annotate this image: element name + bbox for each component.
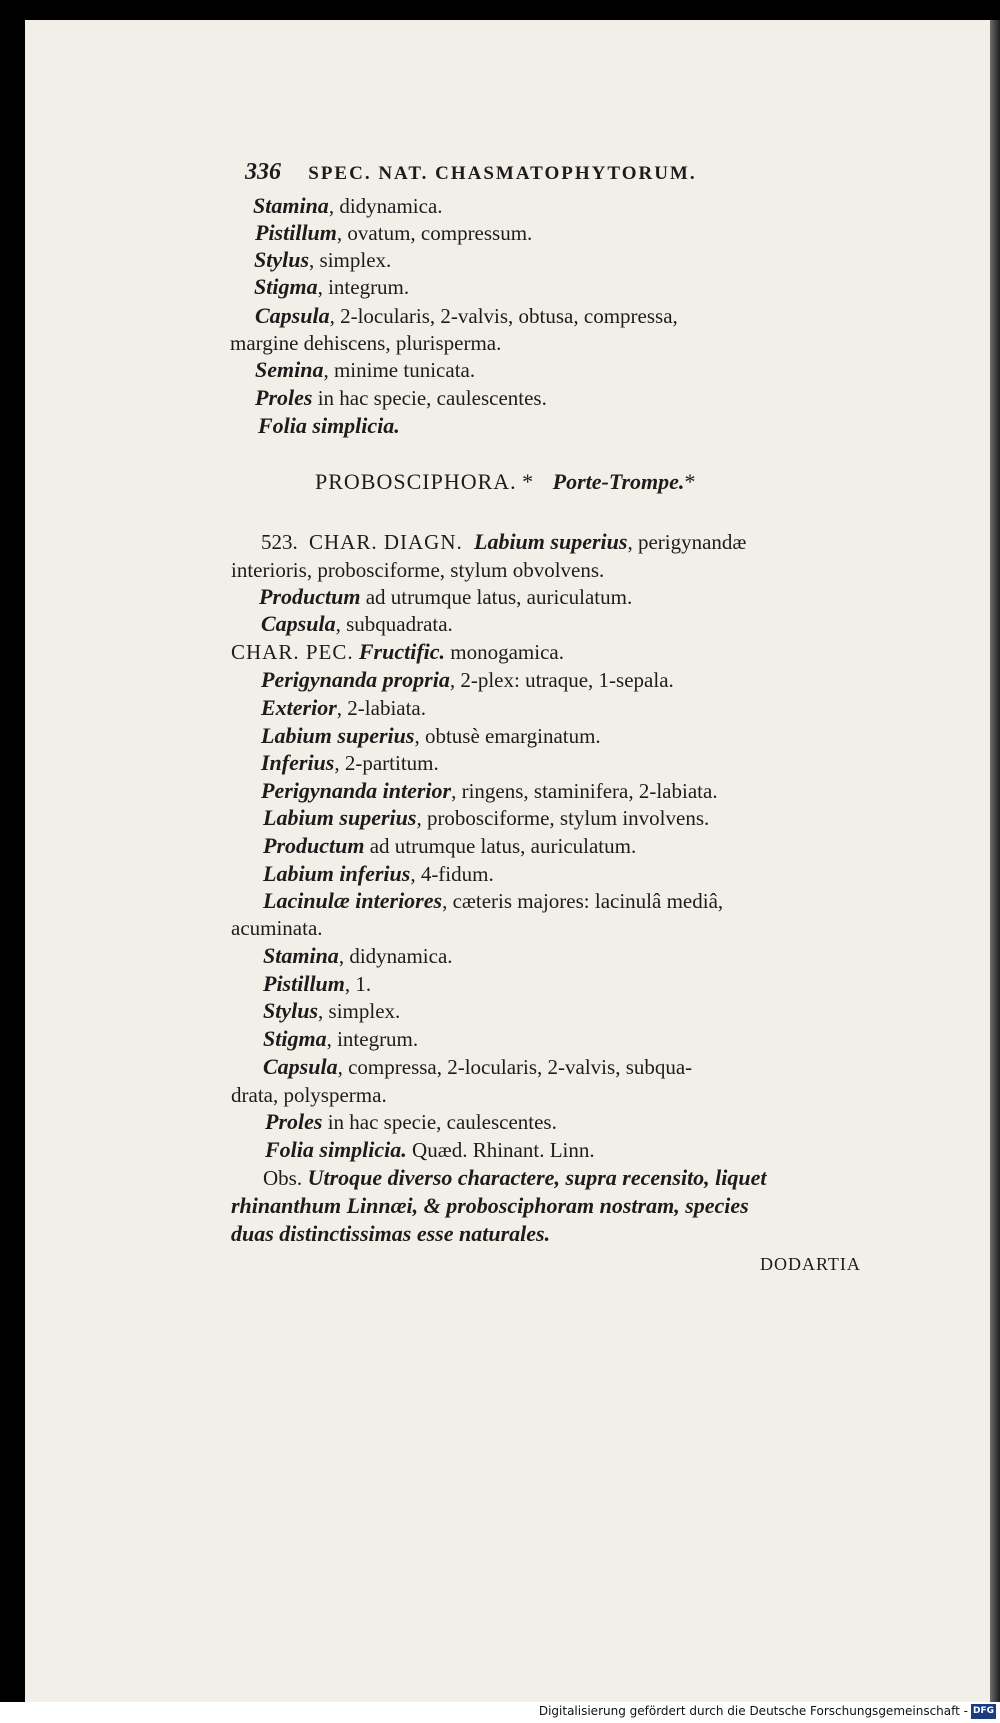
text-line: acuminata. [231,916,323,940]
text-line: Labium superius, probosciforme, stylum involvens. [263,805,710,830]
text-line: Perigynanda interior, ringens, staminifera, 2-labiata. [261,778,718,803]
text-line: drata, polysperma. [231,1083,387,1107]
text-line: Obs. Utroque diverso charactere, supra recensito, liquet [263,1165,767,1190]
text-line: Capsula, subquadrata. [261,611,453,636]
text-line: Inferius, 2-partitum. [261,750,439,775]
page-edge [990,20,1000,1702]
text-line: interioris, probosciforme, stylum obvolvens. [231,558,605,582]
text-line: Stamina, didynamica. [263,943,453,968]
text-line: Labium inferius, 4-fidum. [263,861,494,886]
text-line: Semina, minime tunicata. [255,357,476,382]
text-line: Proles in hac specie, caulescentes. [255,385,547,410]
text-line: Proles in hac specie, caulescentes. [265,1109,557,1134]
text-line: Exterior, 2-labiata. [261,695,427,720]
page-number: 336 [245,159,281,185]
text-line: Labium superius, obtusè emarginatum. [261,723,601,748]
text-line: CHAR. PEC. Fructific. monogamica. [231,639,564,664]
text-line: Folia simplicia. Quæd. Rhinant. Linn. [265,1137,595,1162]
running-header [245,160,697,186]
text-line: Stigma, integrum. [263,1026,419,1051]
text-line: Lacinulæ interiores, cæteris majores: lacinulâ mediâ, [263,888,724,913]
text-line: Pistillum, ovatum, compressum. [255,220,533,245]
text-line: Productum ad utrumque latus, auriculatum. [263,833,637,858]
section-number: 523. [261,530,298,554]
text-line: duas distinctissimas esse naturales. [231,1221,551,1246]
text-line: Stylus, simplex. [263,998,401,1023]
text-line: Capsula, 2-locularis, 2-valvis, obtusa, compressa, [255,303,678,328]
catchword: DODARTIA [760,1254,861,1274]
text-line: Folia simplicia. [258,413,400,438]
text-line: Pistillum, 1. [263,971,372,996]
footer-credit: Digitalisierung gefördert durch die Deutsche Forschungsgemeinschaft - [538,1704,968,1718]
genus-name: PROBOSCIPHORA. [315,469,517,494]
text-line: Perigynanda propria, 2-plex: utraque, 1-sepala. [261,667,674,692]
text-line: Productum ad utrumque latus, auriculatum. [259,584,633,609]
text-line: 523. CHAR. DIAGN. Labium superius, perigynandæ [261,529,747,554]
page-text [25,20,990,1702]
running-title: SPEC. NAT. CHASMATOPHYTORUM. [308,163,697,184]
dfg-logo-icon: DFG [971,1704,996,1719]
text-line: margine dehiscens, plurisperma. [230,331,502,355]
text-line: Stigma, integrum. [254,274,410,299]
footer-bar [0,1702,1000,1723]
text-line: rhinanthum Linnæi, & probosciphoram nostram, species [231,1193,749,1218]
text-line: Stamina, didynamica. [253,193,443,218]
genus-heading: PROBOSCIPHORA. * Porte-Trompe.* [315,469,696,494]
text-line: Stylus, simplex. [254,247,392,272]
text-line: Capsula, compressa, 2-locularis, 2-valvis, subqua- [263,1054,693,1079]
book-page [25,20,990,1702]
genus-french-name: Porte-Trompe. [552,469,685,494]
